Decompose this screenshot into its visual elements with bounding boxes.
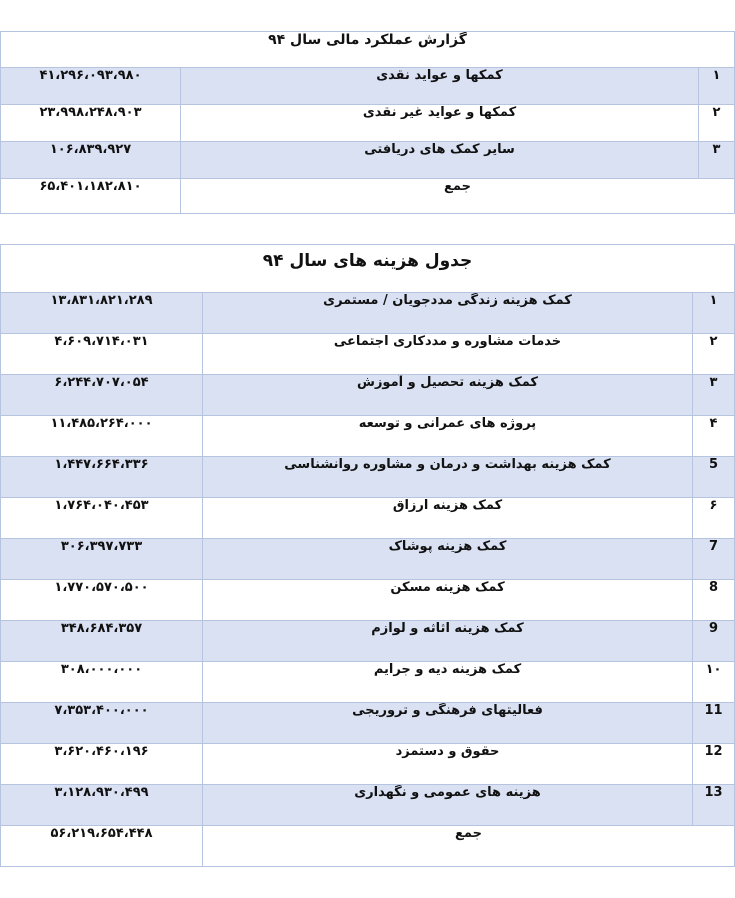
index-cell: 11 bbox=[693, 703, 735, 744]
label-cell: هزینه های عمومی و نگهداری bbox=[203, 785, 693, 826]
amount-cell: ۴۱،۲۹۶،۰۹۳،۹۸۰ bbox=[1, 68, 181, 105]
table-row bbox=[1, 334, 735, 375]
table-row bbox=[1, 68, 735, 105]
index-cell: 7 bbox=[693, 539, 735, 580]
table-row bbox=[1, 662, 735, 703]
total-row bbox=[1, 826, 735, 867]
table-row bbox=[1, 580, 735, 621]
amount-cell: ۲۳،۹۹۸،۲۴۸،۹۰۳ bbox=[1, 105, 181, 142]
table-row bbox=[1, 105, 735, 142]
label-cell: خدمات مشاوره و مددکاری اجتماعی bbox=[203, 334, 693, 375]
table-row bbox=[1, 539, 735, 580]
amount-cell: ۱۳،۸۳۱،۸۲۱،۲۸۹ bbox=[1, 293, 203, 334]
label-cell: کمکها و عواید غیر نقدی bbox=[181, 105, 699, 142]
amount-cell: ۳۴۸،۶۸۴،۳۵۷ bbox=[1, 621, 203, 662]
label-cell: کمک هزینه پوشاک bbox=[203, 539, 693, 580]
label-cell: کمک هزینه دیه و جرایم bbox=[203, 662, 693, 703]
index-cell: 5 bbox=[693, 457, 735, 498]
table-row bbox=[1, 785, 735, 826]
income-table-title: گزارش عملکرد مالی سال ۹۴ bbox=[1, 32, 735, 68]
amount-cell: ۱،۴۴۷،۶۶۴،۳۳۶ bbox=[1, 457, 203, 498]
label-cell: کمک هزینه بهداشت و درمان و مشاوره روانشناسی bbox=[203, 457, 693, 498]
label-cell: کمک هزینه زندگی مددجویان / مستمری bbox=[203, 293, 693, 334]
table-row bbox=[1, 142, 735, 179]
amount-cell: ۳،۱۲۸،۹۳۰،۴۹۹ bbox=[1, 785, 203, 826]
table-row bbox=[1, 744, 735, 785]
label-cell: کمک هزینه ارزاق bbox=[203, 498, 693, 539]
label-cell: سایر کمک های دریافتی bbox=[181, 142, 699, 179]
amount-cell: ۳۰۶،۳۹۷،۷۳۳ bbox=[1, 539, 203, 580]
index-cell: 8 bbox=[693, 580, 735, 621]
amount-cell: ۷،۳۵۳،۴۰۰،۰۰۰ bbox=[1, 703, 203, 744]
label-cell: پروژه های عمرانی و توسعه bbox=[203, 416, 693, 457]
index-cell: ۴ bbox=[693, 416, 735, 457]
income-table bbox=[0, 31, 735, 214]
table-row bbox=[1, 621, 735, 662]
amount-cell: ۱،۷۷۰،۵۷۰،۵۰۰ bbox=[1, 580, 203, 621]
table-row bbox=[1, 416, 735, 457]
label-cell: کمک هزینه مسکن bbox=[203, 580, 693, 621]
total-row bbox=[1, 179, 735, 214]
amount-cell: ۴،۶۰۹،۷۱۴،۰۳۱ bbox=[1, 334, 203, 375]
index-cell: ۱۰ bbox=[693, 662, 735, 703]
index-cell: 9 bbox=[693, 621, 735, 662]
index-cell: ۳ bbox=[693, 375, 735, 416]
amount-cell: ۱،۷۶۴،۰۴۰،۴۵۳ bbox=[1, 498, 203, 539]
label-cell: کمک هزینه اثاثه و لوازم bbox=[203, 621, 693, 662]
amount-cell: ۱۱،۴۸۵،۲۶۴،۰۰۰ bbox=[1, 416, 203, 457]
index-cell: ۳ bbox=[699, 142, 735, 179]
expenses-table bbox=[0, 244, 735, 867]
amount-cell: ۳۰۸،۰۰۰،۰۰۰ bbox=[1, 662, 203, 703]
table-row bbox=[1, 375, 735, 416]
table-row bbox=[1, 498, 735, 539]
label-cell: کمکها و عواید نقدی bbox=[181, 68, 699, 105]
index-cell: 12 bbox=[693, 744, 735, 785]
label-cell: فعالیتهای فرهنگی و تروریجی bbox=[203, 703, 693, 744]
label-cell: کمک هزینه تحصیل و آموزش bbox=[203, 375, 693, 416]
index-cell: ۲ bbox=[699, 105, 735, 142]
index-cell: ۲ bbox=[693, 334, 735, 375]
table-row bbox=[1, 293, 735, 334]
table-row bbox=[1, 703, 735, 744]
total-label: جمع bbox=[181, 179, 735, 214]
expenses-table-title: جدول هزینه های سال ۹۴ bbox=[1, 245, 735, 293]
amount-cell: ۳،۶۲۰،۴۶۰،۱۹۶ bbox=[1, 744, 203, 785]
index-cell: 13 bbox=[693, 785, 735, 826]
amount-cell: ۱۰۶،۸۳۹،۹۲۷ bbox=[1, 142, 181, 179]
index-cell: ۱ bbox=[693, 293, 735, 334]
label-cell: حقوق و دستمزد bbox=[203, 744, 693, 785]
total-amount: ۶۵،۴۰۱،۱۸۲،۸۱۰ bbox=[1, 179, 181, 214]
index-cell: ۶ bbox=[693, 498, 735, 539]
table-row bbox=[1, 457, 735, 498]
total-label: جمع bbox=[203, 826, 735, 867]
total-amount: ۵۶،۲۱۹،۶۵۴،۴۴۸ bbox=[1, 826, 203, 867]
amount-cell: ۶،۲۴۴،۷۰۷،۰۵۴ bbox=[1, 375, 203, 416]
index-cell: ۱ bbox=[699, 68, 735, 105]
